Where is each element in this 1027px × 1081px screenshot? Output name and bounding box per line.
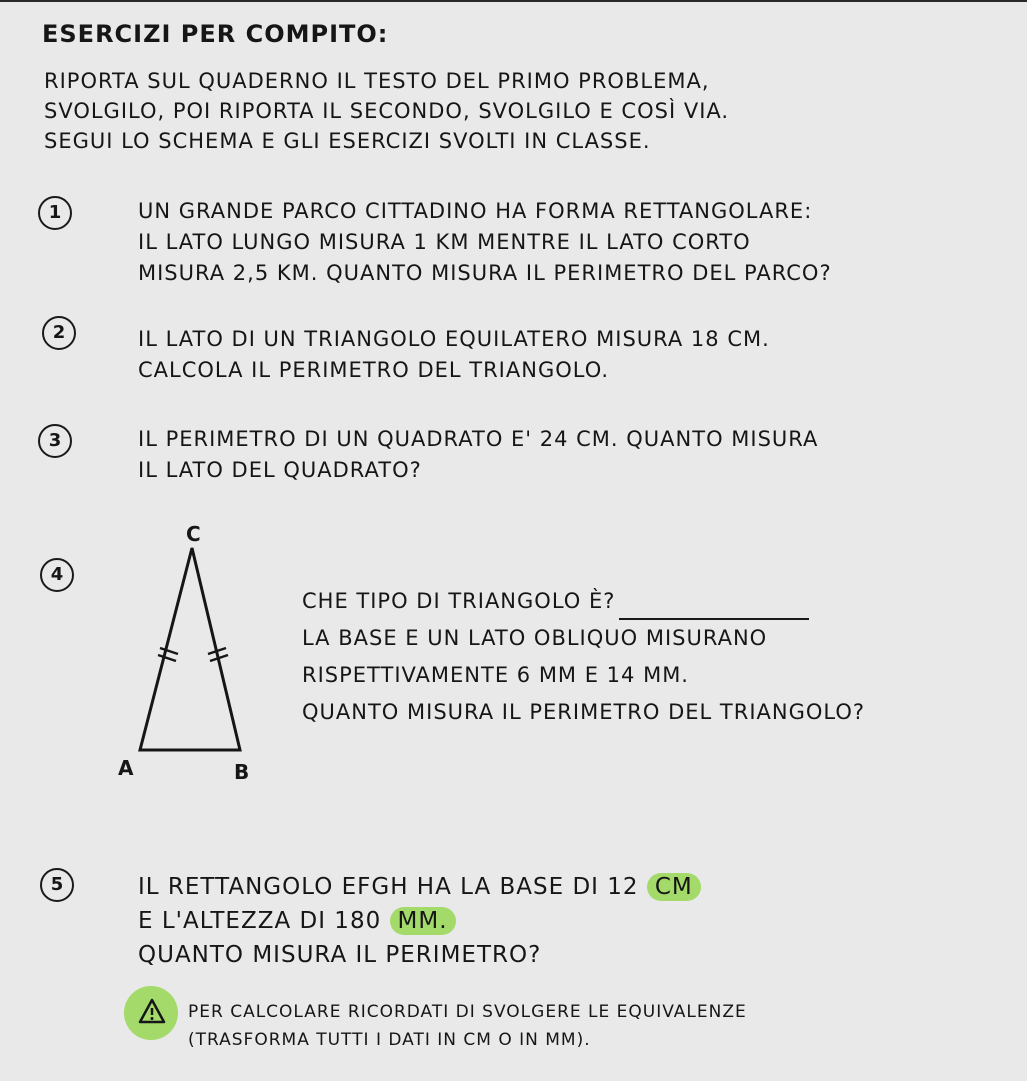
isosceles-triangle-diagram bbox=[100, 518, 260, 768]
exercise-4-question bbox=[302, 583, 982, 620]
warning-icon bbox=[138, 998, 166, 1024]
instruction-line: RIPORTA SUL QUADERNO IL TESTO DEL PRIMO PROBLEMA, bbox=[44, 69, 710, 93]
exercise-2 bbox=[138, 324, 998, 386]
exercise-1 bbox=[138, 196, 998, 289]
tick-marks-left bbox=[158, 648, 178, 661]
exercise-line bbox=[138, 904, 998, 938]
instruction-line: SVOLGILO, POI RIPORTA IL SECONDO, SVOLGILO E COSÌ VIA. bbox=[44, 99, 730, 123]
top-border bbox=[0, 0, 1027, 2]
exercise-4-number: 4 bbox=[40, 558, 74, 592]
exercise-5-number: 5 bbox=[40, 868, 74, 902]
exercise-line: LA BASE E UN LATO OBLIQUO MISURANO bbox=[302, 626, 768, 650]
exercise-3 bbox=[138, 424, 998, 486]
instructions bbox=[44, 66, 944, 156]
vertex-label-c: C bbox=[186, 522, 201, 546]
question-text: CHE TIPO DI TRIANGOLO È? bbox=[302, 589, 616, 613]
vertex-label-b: B bbox=[234, 760, 250, 784]
exercise-line: IL LATO LUNGO MISURA 1 KM MENTRE IL LATO CORTO bbox=[138, 230, 751, 254]
exercise-4 bbox=[302, 583, 982, 731]
exercise-2-number: 2 bbox=[42, 316, 76, 350]
exercise-5 bbox=[138, 870, 998, 972]
exercise-1-number: 1 bbox=[38, 196, 72, 230]
exercise-line bbox=[138, 870, 998, 904]
exercise-line: IL PERIMETRO DI UN QUADRATO E' 24 CM. QUANTO MISURA bbox=[138, 427, 819, 451]
exercise-text: E L'ALTEZZA DI 180 bbox=[138, 908, 382, 934]
exercise-line: UN GRANDE PARCO CITTADINO HA FORMA RETTANGOLARE: bbox=[138, 199, 813, 223]
exercise-line: MISURA 2,5 KM. QUANTO MISURA IL PERIMETRO DEL PARCO? bbox=[138, 261, 832, 285]
vertex-label-a: A bbox=[118, 756, 134, 780]
highlighted-unit: MM. bbox=[390, 907, 456, 935]
equivalence-note bbox=[188, 998, 988, 1054]
note-line: (TRASFORMA TUTTI I DATI IN CM O IN MM). bbox=[188, 1030, 591, 1050]
instruction-line: SEGUI LO SCHEMA E GLI ESERCIZI SVOLTI IN CLASSE. bbox=[44, 129, 651, 153]
highlighted-unit: CM bbox=[647, 873, 701, 901]
exercise-line: QUANTO MISURA IL PERIMETRO? bbox=[138, 942, 542, 968]
exercise-line: CALCOLA IL PERIMETRO DEL TRIANGOLO. bbox=[138, 358, 610, 382]
exercise-line: QUANTO MISURA IL PERIMETRO DEL TRIANGOLO? bbox=[302, 700, 866, 724]
exercise-3-number: 3 bbox=[38, 424, 72, 458]
exercise-line: RISPETTIVAMENTE 6 MM E 14 MM. bbox=[302, 663, 689, 687]
note-line: PER CALCOLARE RICORDATI DI SVOLGERE LE EQUIVALENZE bbox=[188, 1002, 747, 1022]
exercise-line: IL LATO DEL QUADRATO? bbox=[138, 458, 422, 482]
answer-blank bbox=[619, 596, 809, 620]
exercise-text: IL RETTANGOLO EFGH HA LA BASE DI 12 bbox=[138, 874, 639, 900]
page-title: ESERCIZI PER COMPITO: bbox=[42, 20, 389, 48]
exercise-line: IL LATO DI UN TRIANGOLO EQUILATERO MISURA 18 CM. bbox=[138, 327, 770, 351]
